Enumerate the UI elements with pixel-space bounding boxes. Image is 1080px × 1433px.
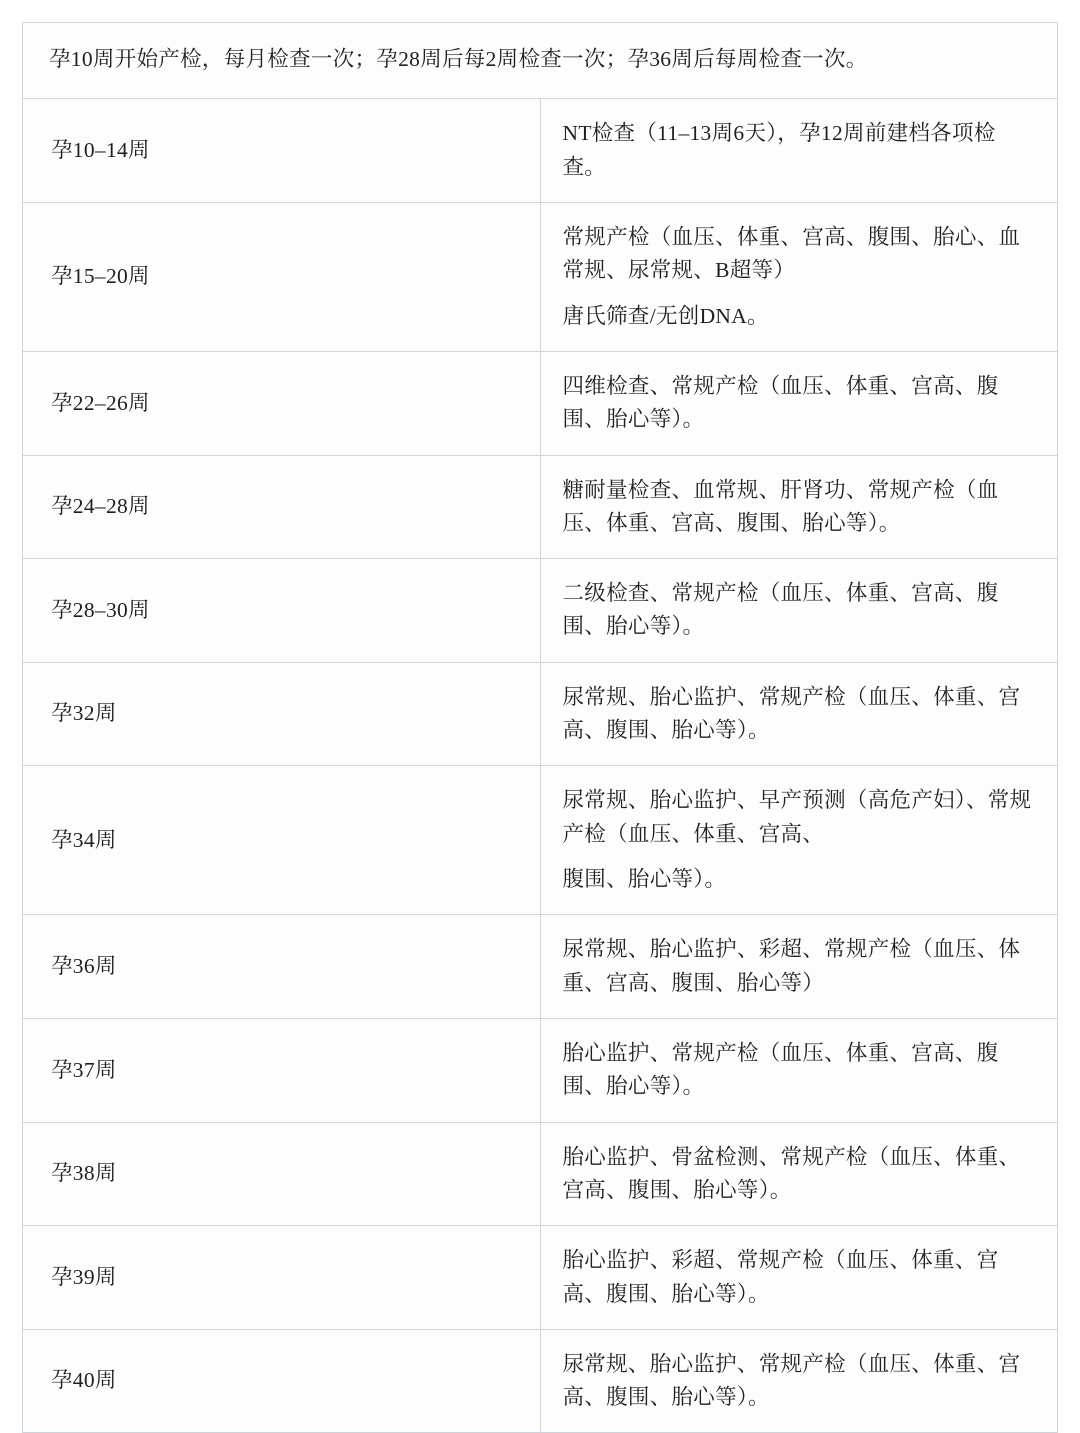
week-label: 孕32周 <box>23 662 541 766</box>
detail-line: 糖耐量检查、血常规、肝肾功、常规产检（血压、体重、宫高、腹围、胎心等）。 <box>562 477 999 535</box>
detail-line: 常规产检（血压、体重、宫高、腹围、胎心、血常规、尿常规、B超等） <box>562 224 1021 283</box>
table-row <box>23 351 1058 455</box>
detail-text <box>540 99 1058 203</box>
week-label: 孕10–14周 <box>23 99 541 203</box>
detail-text <box>540 915 1058 1019</box>
table-row <box>23 1226 1058 1330</box>
table-row <box>23 1329 1058 1433</box>
detail-text <box>540 1018 1058 1122</box>
detail-line: 胎心监护、骨盆检测、常规产检（血压、体重、宫高、腹围、胎心等）。 <box>562 1144 1021 1202</box>
week-label: 孕15–20周 <box>23 202 541 351</box>
week-label: 孕22–26周 <box>23 351 541 455</box>
detail-text <box>540 1122 1058 1226</box>
detail-line: 四维检查、常规产检（血压、体重、宫高、腹围、胎心等）。 <box>562 373 999 432</box>
week-label: 孕37周 <box>23 1018 541 1122</box>
detail-line: 尿常规、胎心监护、早产预测（高危产妇）、常规产检（血压、体重、宫高、 <box>562 788 1032 846</box>
detail-line: 腹围、胎心等）。 <box>562 867 727 891</box>
detail-line: 唐氏筛查/无创DNA。 <box>562 303 769 328</box>
detail-text <box>540 766 1058 915</box>
table-body <box>23 23 1058 1433</box>
table-row <box>23 915 1058 1019</box>
table-row <box>23 662 1058 766</box>
prenatal-schedule-table <box>22 22 1058 1433</box>
detail-text <box>540 559 1058 663</box>
table-row <box>23 1018 1058 1122</box>
week-label: 孕40周 <box>23 1329 541 1433</box>
table-row <box>23 766 1058 915</box>
detail-line: 尿常规、胎心监护、彩超、常规产检（血压、体重、宫高、腹围、胎心等） <box>562 937 1021 995</box>
detail-line: 胎心监护、彩超、常规产检（血压、体重、宫高、腹围、胎心等）。 <box>562 1248 999 1306</box>
detail-text <box>540 662 1058 766</box>
detail-line: 胎心监护、常规产检（血压、体重、宫高、腹围、胎心等）。 <box>562 1040 999 1099</box>
table-row <box>23 559 1058 663</box>
schedule-header-note: 孕10周开始产检，每月检查一次；孕28周后每2周检查一次；孕36周后每周检查一次。 <box>23 23 1058 99</box>
week-label: 孕28–30周 <box>23 559 541 663</box>
table-header-row <box>23 23 1058 99</box>
detail-line: NT检查（11–13周6天），孕12周前建档各项检查。 <box>562 121 996 179</box>
detail-line: 二级检查、常规产检（血压、体重、宫高、腹围、胎心等）。 <box>562 581 999 639</box>
week-label: 孕39周 <box>23 1226 541 1330</box>
week-label: 孕24–28周 <box>23 455 541 559</box>
detail-line: 尿常规、胎心监护、常规产检（血压、体重、宫高、腹围、胎心等）。 <box>562 684 1021 743</box>
table-row <box>23 99 1058 203</box>
detail-text <box>540 202 1058 351</box>
week-label: 孕38周 <box>23 1122 541 1226</box>
detail-text <box>540 1226 1058 1330</box>
week-label: 孕34周 <box>23 766 541 915</box>
table-row <box>23 455 1058 559</box>
detail-text <box>540 351 1058 455</box>
detail-text <box>540 1329 1058 1433</box>
table-row <box>23 1122 1058 1226</box>
week-label: 孕36周 <box>23 915 541 1019</box>
prenatal-schedule-table-wrapper <box>22 22 1058 1433</box>
detail-line: 尿常规、胎心监护、常规产检（血压、体重、宫高、腹围、胎心等）。 <box>562 1351 1021 1410</box>
table-row <box>23 202 1058 351</box>
detail-text <box>540 455 1058 559</box>
